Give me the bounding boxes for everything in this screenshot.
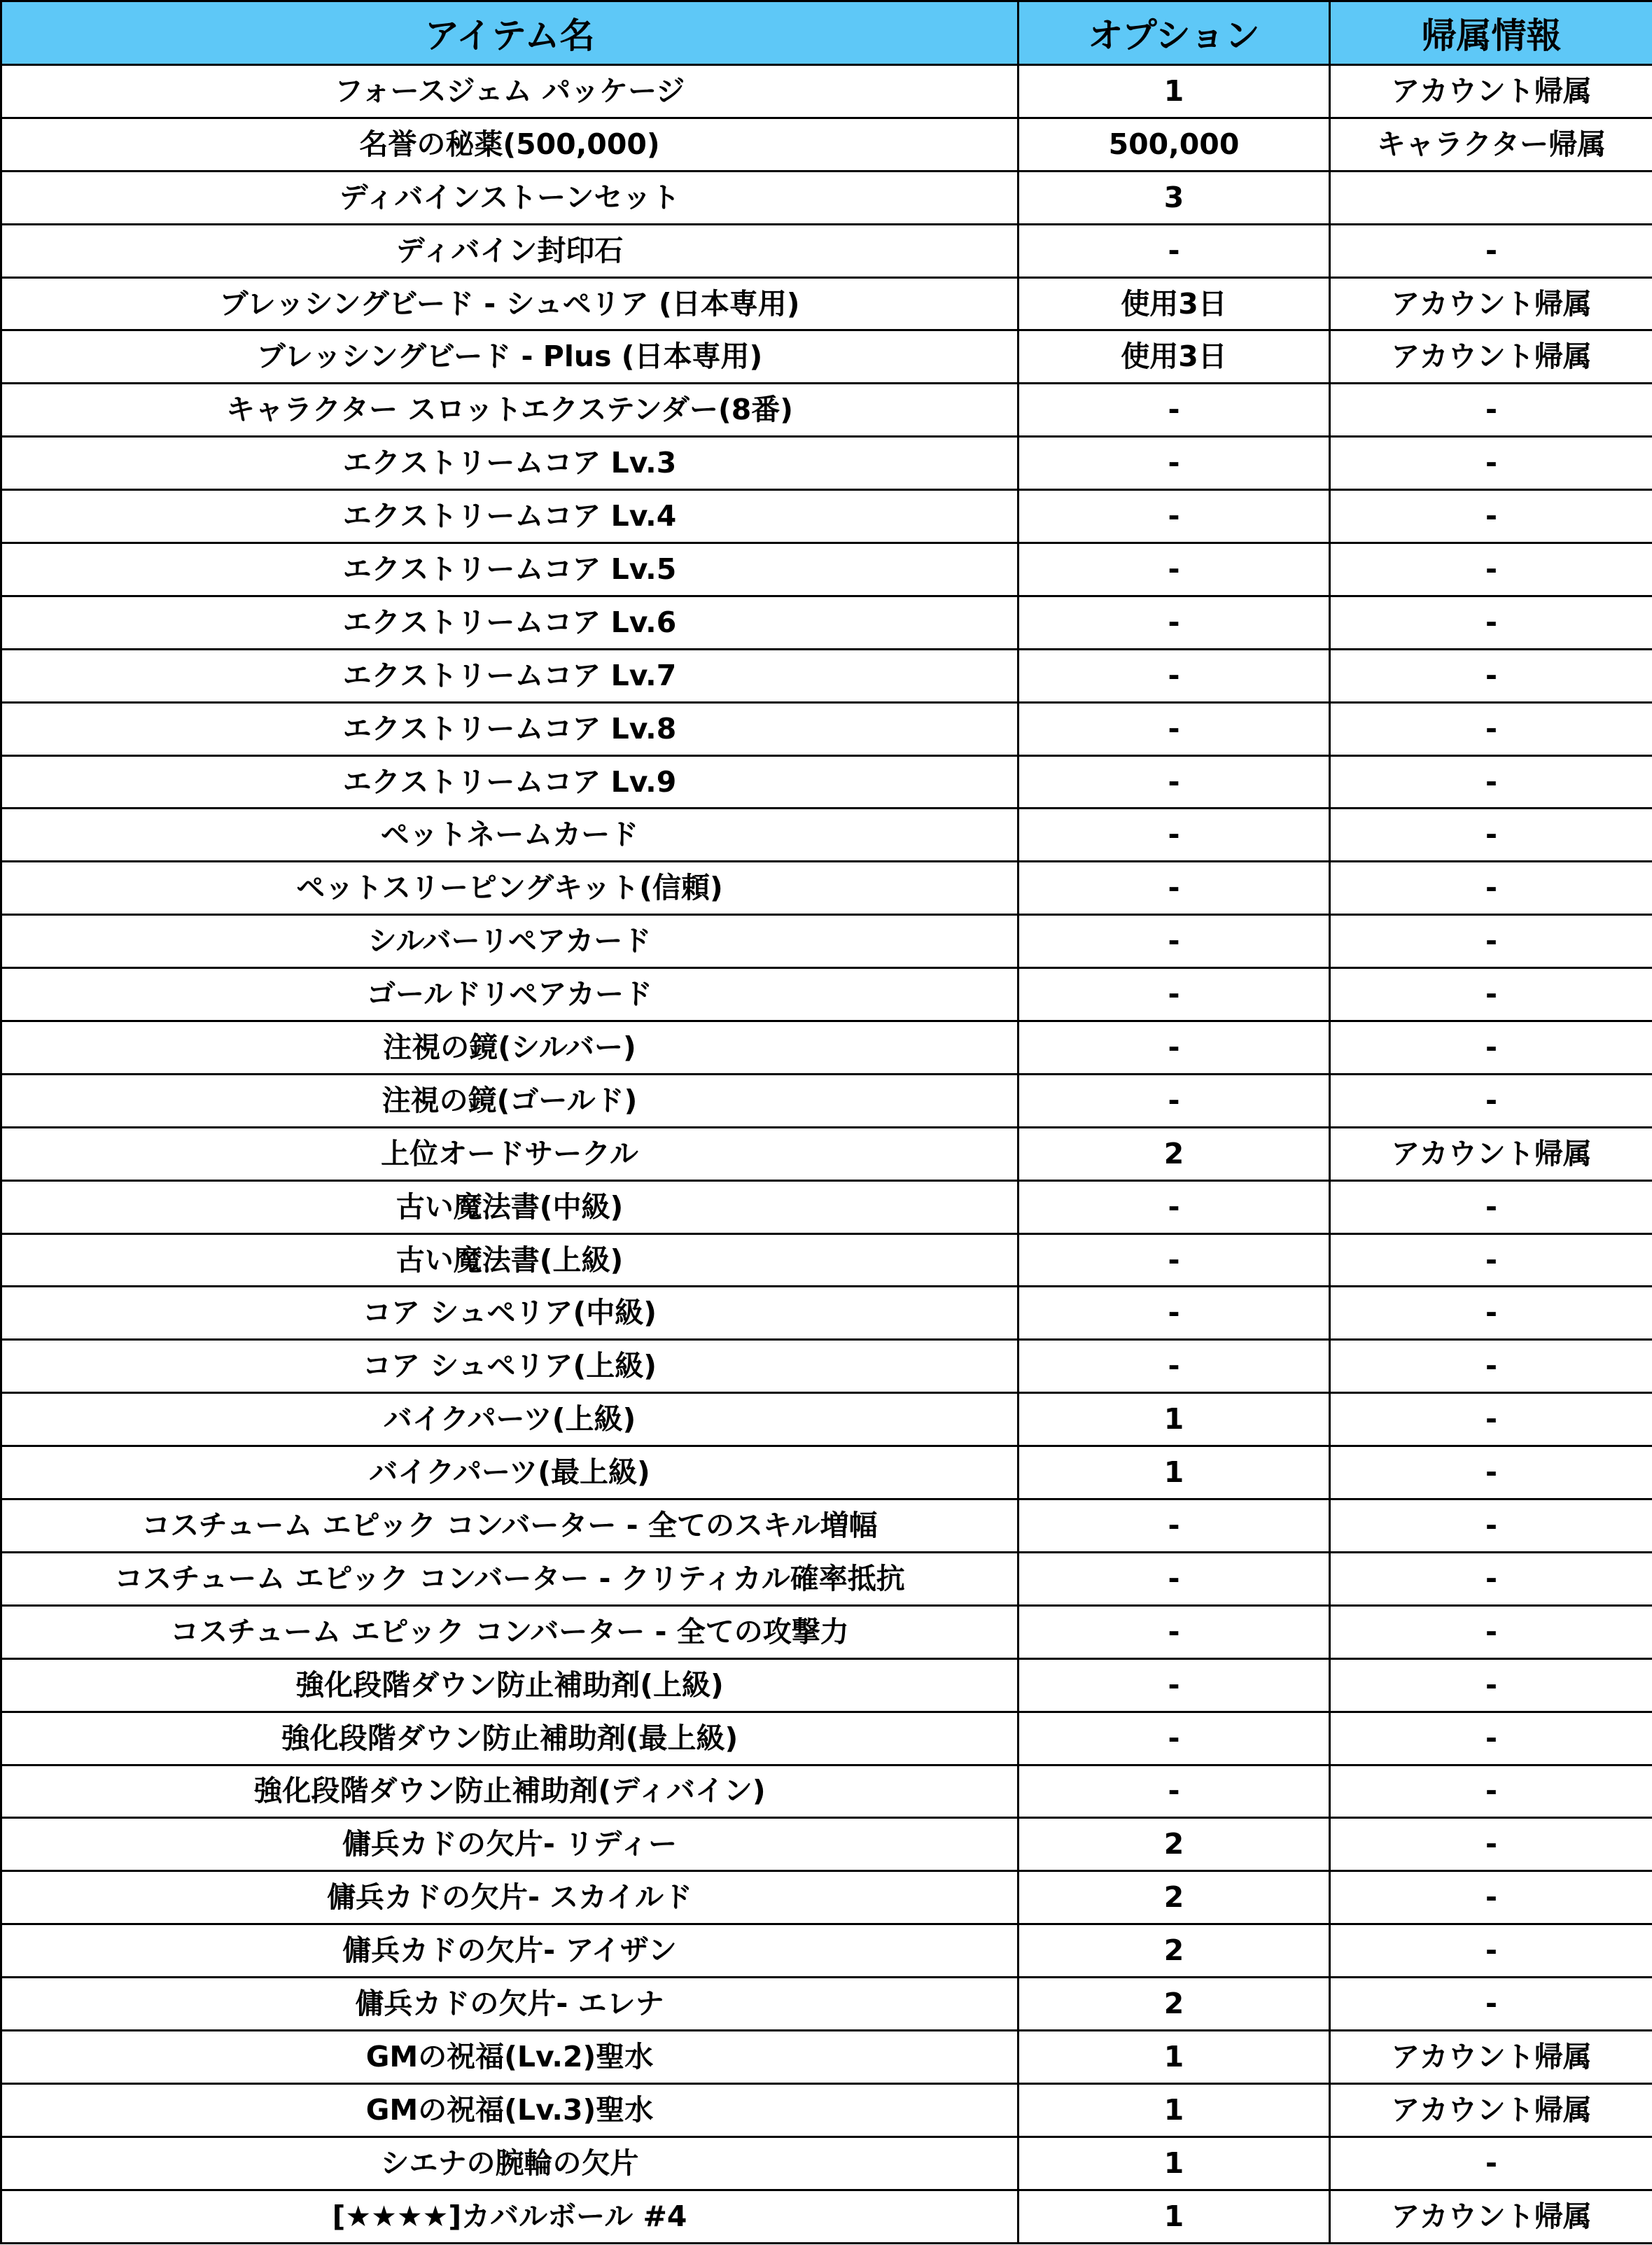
item-binding-cell: - (1330, 915, 1652, 968)
table-row (1, 437, 1652, 490)
item-binding-cell: - (1330, 809, 1652, 862)
item-binding-cell: アカウント帰属 (1330, 2030, 1652, 2083)
item-name-cell: 傭兵カドの欠片- リディー (1, 1818, 1018, 1871)
item-name-cell: エクストリームコア Lv.3 (1, 437, 1018, 490)
item-option-cell: - (1018, 1287, 1330, 1340)
item-binding-cell: キャラクター帰属 (1330, 118, 1652, 171)
table-row (1, 755, 1652, 809)
table-row (1, 277, 1652, 330)
table-row (1, 1924, 1652, 1978)
item-option-cell: - (1018, 1340, 1330, 1393)
item-binding-cell: - (1330, 1924, 1652, 1978)
table-row (1, 171, 1652, 224)
item-name-cell: フォースジェム パッケージ (1, 65, 1018, 118)
item-binding-cell (1330, 171, 1652, 224)
item-option-cell: 2 (1018, 1127, 1330, 1180)
item-binding-cell: - (1330, 1712, 1652, 1765)
item-binding-cell: - (1330, 862, 1652, 915)
item-option-cell: 2 (1018, 1818, 1330, 1871)
item-name-cell: GMの祝福(Lv.3)聖水 (1, 2083, 1018, 2136)
item-name-cell: コア シュペリア(上級) (1, 1340, 1018, 1393)
item-option-cell: - (1018, 649, 1330, 702)
table-row (1, 1074, 1652, 1127)
item-binding-cell: - (1330, 1340, 1652, 1393)
item-binding-cell: - (1330, 1871, 1652, 1924)
table-row (1, 330, 1652, 384)
item-name-cell: 強化段階ダウン防止補助剤(ディバイン) (1, 1765, 1018, 1818)
item-name-cell: ペットネームカード (1, 809, 1018, 862)
item-option-cell: - (1018, 437, 1330, 490)
table-row (1, 2083, 1652, 2136)
item-binding-cell: - (1330, 1552, 1652, 1605)
item-option-cell: 使用3日 (1018, 277, 1330, 330)
item-name-cell: ペットスリーピングキット(信頼) (1, 862, 1018, 915)
table-row (1, 862, 1652, 915)
item-name-cell: コスチューム エピック コンバーター - 全てのスキル増幅 (1, 1499, 1018, 1553)
item-name-cell: ブレッシングビード - シュペリア (日本専用) (1, 277, 1018, 330)
item-option-cell: - (1018, 702, 1330, 755)
table-row (1, 1446, 1652, 1499)
header-option: オプション (1018, 1, 1330, 65)
item-option-cell: 使用3日 (1018, 330, 1330, 384)
item-name-cell: バイクパーツ(上級) (1, 1393, 1018, 1446)
item-name-cell: 注視の鏡(ゴールド) (1, 1074, 1018, 1127)
item-name-cell: 上位オードサークル (1, 1127, 1018, 1180)
item-option-cell: - (1018, 755, 1330, 809)
table-row (1, 1552, 1652, 1605)
item-option-cell: 2 (1018, 1924, 1330, 1978)
item-option-cell: - (1018, 1658, 1330, 1712)
item-binding-cell: - (1330, 968, 1652, 1021)
header-binding: 帰属情報 (1330, 1, 1652, 65)
table-row (1, 65, 1652, 118)
item-binding-cell: - (1330, 1605, 1652, 1658)
item-option-cell: - (1018, 384, 1330, 437)
item-option-cell: - (1018, 1605, 1330, 1658)
table-row (1, 118, 1652, 171)
table-row (1, 2136, 1652, 2190)
item-name-cell: [★★★★]カバルボール #4 (1, 2190, 1018, 2243)
item-name-cell: 強化段階ダウン防止補助剤(最上級) (1, 1712, 1018, 1765)
table-row (1, 490, 1652, 543)
item-name-cell: ディバインストーンセット (1, 171, 1018, 224)
item-name-cell: エクストリームコア Lv.6 (1, 596, 1018, 649)
item-binding-cell: - (1330, 1499, 1652, 1553)
table-row (1, 1127, 1652, 1180)
table-row (1, 1978, 1652, 2031)
table-row (1, 224, 1652, 277)
item-name-cell: 強化段階ダウン防止補助剤(上級) (1, 1658, 1018, 1712)
item-name-cell: エクストリームコア Lv.4 (1, 490, 1018, 543)
item-option-cell: 2 (1018, 1978, 1330, 2031)
item-name-cell: エクストリームコア Lv.9 (1, 755, 1018, 809)
item-binding-cell: - (1330, 596, 1652, 649)
item-name-cell: 傭兵カドの欠片- アイザン (1, 1924, 1018, 1978)
table-row (1, 1287, 1652, 1340)
item-option-cell: 1 (1018, 1446, 1330, 1499)
item-binding-cell: - (1330, 1074, 1652, 1127)
item-option-cell: 1 (1018, 2083, 1330, 2136)
item-option-cell: - (1018, 1021, 1330, 1075)
table-row (1, 1712, 1652, 1765)
item-option-cell: 3 (1018, 171, 1330, 224)
table-row (1, 384, 1652, 437)
item-name-cell: エクストリームコア Lv.7 (1, 649, 1018, 702)
item-option-cell: - (1018, 1074, 1330, 1127)
item-option-cell: - (1018, 1233, 1330, 1287)
item-binding-cell: - (1330, 702, 1652, 755)
item-option-cell: - (1018, 596, 1330, 649)
item-name-cell: 名誉の秘薬(500,000) (1, 118, 1018, 171)
table-row (1, 968, 1652, 1021)
item-option-cell: - (1018, 1180, 1330, 1233)
item-binding-cell: アカウント帰属 (1330, 330, 1652, 384)
table-row (1, 1180, 1652, 1233)
table-row (1, 1818, 1652, 1871)
item-option-cell: - (1018, 1499, 1330, 1553)
item-binding-cell: アカウント帰属 (1330, 2190, 1652, 2243)
table-row (1, 543, 1652, 596)
table-row (1, 2030, 1652, 2083)
table-row (1, 1393, 1652, 1446)
item-binding-cell: - (1330, 490, 1652, 543)
table-row (1, 2190, 1652, 2243)
item-binding-cell: アカウント帰属 (1330, 1127, 1652, 1180)
item-binding-cell: - (1330, 1287, 1652, 1340)
item-binding-cell: - (1330, 437, 1652, 490)
item-option-cell: 1 (1018, 2136, 1330, 2190)
table-row (1, 649, 1652, 702)
item-name-cell: シエナの腕輪の欠片 (1, 2136, 1018, 2190)
item-option-cell: 1 (1018, 2190, 1330, 2243)
item-option-cell: - (1018, 862, 1330, 915)
table-row (1, 1871, 1652, 1924)
item-name-cell: コスチューム エピック コンバーター - クリティカル確率抵抗 (1, 1552, 1018, 1605)
header-row (1, 1, 1652, 65)
item-binding-cell: - (1330, 2136, 1652, 2190)
header-item-name: アイテム名 (1, 1, 1018, 65)
item-name-cell: 古い魔法書(中級) (1, 1180, 1018, 1233)
item-name-cell: 傭兵カドの欠片- スカイルド (1, 1871, 1018, 1924)
table-row (1, 1499, 1652, 1553)
item-binding-cell: アカウント帰属 (1330, 65, 1652, 118)
table-row (1, 1605, 1652, 1658)
item-binding-cell: - (1330, 1978, 1652, 2031)
table-row (1, 809, 1652, 862)
item-name-cell: バイクパーツ(最上級) (1, 1446, 1018, 1499)
item-option-cell: - (1018, 809, 1330, 862)
item-name-cell: ディバイン封印石 (1, 224, 1018, 277)
item-name-cell: GMの祝福(Lv.2)聖水 (1, 2030, 1018, 2083)
item-name-cell: コア シュペリア(中級) (1, 1287, 1018, 1340)
item-option-cell: 2 (1018, 1871, 1330, 1924)
item-option-cell: 1 (1018, 65, 1330, 118)
table-row (1, 1021, 1652, 1075)
item-binding-cell: アカウント帰属 (1330, 2083, 1652, 2136)
table-row (1, 1658, 1652, 1712)
item-rows (1, 65, 1652, 2244)
item-binding-cell: - (1330, 1818, 1652, 1871)
item-binding-cell: - (1330, 1393, 1652, 1446)
table-row (1, 1340, 1652, 1393)
item-name-cell: ゴールドリペアカード (1, 968, 1018, 1021)
item-name-cell: キャラクター スロットエクステンダー(8番) (1, 384, 1018, 437)
item-binding-cell: - (1330, 224, 1652, 277)
item-option-cell: 1 (1018, 1393, 1330, 1446)
table-row (1, 596, 1652, 649)
item-option-cell: - (1018, 490, 1330, 543)
item-option-cell: - (1018, 968, 1330, 1021)
table-row (1, 1233, 1652, 1287)
item-option-cell: - (1018, 224, 1330, 277)
item-option-cell: - (1018, 915, 1330, 968)
item-binding-cell: - (1330, 1233, 1652, 1287)
table-row (1, 1765, 1652, 1818)
item-option-cell: - (1018, 543, 1330, 596)
item-binding-cell: - (1330, 649, 1652, 702)
item-name-cell: 古い魔法書(上級) (1, 1233, 1018, 1287)
item-binding-cell: - (1330, 1180, 1652, 1233)
item-name-cell: 傭兵カドの欠片- エレナ (1, 1978, 1018, 2031)
item-name-cell: エクストリームコア Lv.5 (1, 543, 1018, 596)
item-option-cell: - (1018, 1552, 1330, 1605)
item-binding-cell: - (1330, 543, 1652, 596)
item-binding-cell: - (1330, 1446, 1652, 1499)
table-row (1, 702, 1652, 755)
item-binding-cell: アカウント帰属 (1330, 277, 1652, 330)
table-row (1, 915, 1652, 968)
item-option-cell: - (1018, 1712, 1330, 1765)
item-name-cell: 注視の鏡(シルバー) (1, 1021, 1018, 1075)
item-binding-cell: - (1330, 384, 1652, 437)
item-name-cell: エクストリームコア Lv.8 (1, 702, 1018, 755)
item-binding-cell: - (1330, 1021, 1652, 1075)
item-name-cell: コスチューム エピック コンバーター - 全ての攻撃力 (1, 1605, 1018, 1658)
item-name-cell: ブレッシングビード - Plus (日本専用) (1, 330, 1018, 384)
item-option-cell: 500,000 (1018, 118, 1330, 171)
item-binding-cell: - (1330, 755, 1652, 809)
item-option-cell: 1 (1018, 2030, 1330, 2083)
item-binding-cell: - (1330, 1658, 1652, 1712)
item-name-cell: シルバーリペアカード (1, 915, 1018, 968)
item-option-cell: - (1018, 1765, 1330, 1818)
item-binding-cell: - (1330, 1765, 1652, 1818)
